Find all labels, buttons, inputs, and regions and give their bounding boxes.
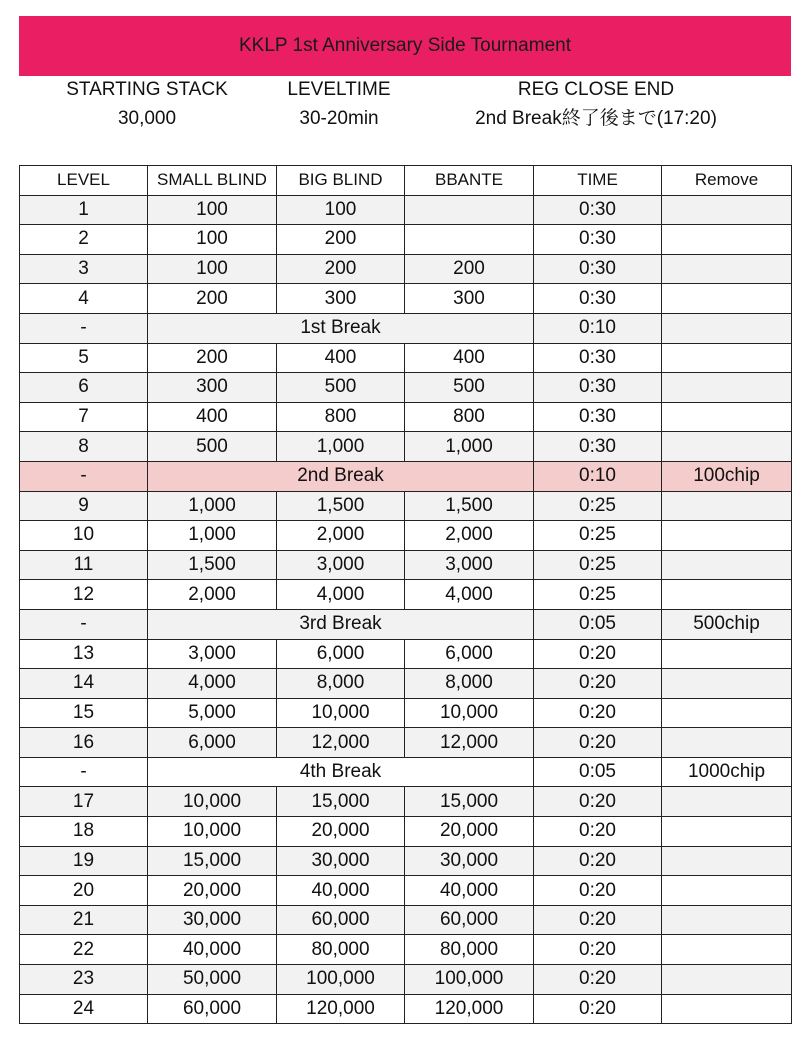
time-cell: 0:20	[534, 965, 662, 995]
small-blind-cell: 1,500	[148, 550, 277, 580]
break-row	[20, 757, 792, 787]
remove-cell	[662, 787, 792, 817]
level-cell: 2	[20, 225, 148, 255]
level-cell: 11	[20, 550, 148, 580]
level-cell: 3	[20, 254, 148, 284]
remove-cell	[662, 994, 792, 1024]
bbante-cell: 20,000	[405, 817, 534, 847]
column-header-big-blind: BIG BLIND	[277, 166, 405, 196]
bbante-cell: 1,000	[405, 432, 534, 462]
remove-cell: 100chip	[662, 461, 792, 491]
time-cell: 0:30	[534, 284, 662, 314]
remove-cell	[662, 402, 792, 432]
level-cell: 17	[20, 787, 148, 817]
small-blind-cell: 4,000	[148, 669, 277, 699]
table-row	[20, 876, 792, 906]
blind-structure-table	[19, 165, 792, 1024]
bbante-cell: 10,000	[405, 698, 534, 728]
bbante-cell: 12,000	[405, 728, 534, 758]
big-blind-cell: 12,000	[277, 728, 405, 758]
column-header-small-blind: SMALL BLIND	[148, 166, 277, 196]
small-blind-cell: 40,000	[148, 935, 277, 965]
remove-cell	[662, 935, 792, 965]
bbante-cell: 80,000	[405, 935, 534, 965]
level-cell: -	[20, 757, 148, 787]
big-blind-cell: 20,000	[277, 817, 405, 847]
time-cell: 0:30	[534, 225, 662, 255]
time-cell: 0:20	[534, 935, 662, 965]
small-blind-cell: 2,000	[148, 580, 277, 610]
remove-cell	[662, 343, 792, 373]
table-row	[20, 195, 792, 225]
level-cell: 15	[20, 698, 148, 728]
break-label-cell: 4th Break	[148, 757, 534, 787]
bbante-cell: 800	[405, 402, 534, 432]
big-blind-cell: 15,000	[277, 787, 405, 817]
remove-cell	[662, 521, 792, 551]
time-cell: 0:30	[534, 195, 662, 225]
big-blind-cell: 200	[277, 254, 405, 284]
remove-cell	[662, 846, 792, 876]
table-row	[20, 728, 792, 758]
level-cell: 4	[20, 284, 148, 314]
table-header-row	[20, 166, 792, 196]
table-row	[20, 343, 792, 373]
level-cell: 1	[20, 195, 148, 225]
reg-close-value: 2nd Break終了後まで(17:20)	[475, 108, 717, 129]
bbante-cell	[405, 225, 534, 255]
small-blind-cell: 10,000	[148, 787, 277, 817]
small-blind-cell: 20,000	[148, 876, 277, 906]
small-blind-cell: 1,000	[148, 491, 277, 521]
break-row	[20, 609, 792, 639]
level-cell: 20	[20, 876, 148, 906]
remove-cell	[662, 580, 792, 610]
big-blind-cell: 4,000	[277, 580, 405, 610]
small-blind-cell: 1,000	[148, 521, 277, 551]
small-blind-cell: 5,000	[148, 698, 277, 728]
time-cell: 0:30	[534, 343, 662, 373]
level-cell: 14	[20, 669, 148, 699]
table-row	[20, 373, 792, 403]
time-cell: 0:30	[534, 254, 662, 284]
big-blind-cell: 300	[277, 284, 405, 314]
small-blind-cell: 100	[148, 254, 277, 284]
bbante-cell: 200	[405, 254, 534, 284]
remove-cell	[662, 195, 792, 225]
remove-cell	[662, 225, 792, 255]
big-blind-cell: 200	[277, 225, 405, 255]
remove-cell	[662, 698, 792, 728]
remove-cell	[662, 491, 792, 521]
table-row	[20, 284, 792, 314]
level-cell: 19	[20, 846, 148, 876]
table-row	[20, 225, 792, 255]
column-header-level: LEVEL	[20, 166, 148, 196]
level-time-info	[264, 75, 414, 133]
bbante-cell: 30,000	[405, 846, 534, 876]
time-cell: 0:05	[534, 757, 662, 787]
table-row	[20, 905, 792, 935]
big-blind-cell: 1,500	[277, 491, 405, 521]
big-blind-cell: 30,000	[277, 846, 405, 876]
big-blind-cell: 6,000	[277, 639, 405, 669]
break-row	[20, 461, 792, 491]
small-blind-cell: 500	[148, 432, 277, 462]
time-cell: 0:20	[534, 639, 662, 669]
remove-cell	[662, 373, 792, 403]
remove-cell	[662, 432, 792, 462]
remove-cell	[662, 639, 792, 669]
level-cell: -	[20, 313, 148, 343]
level-cell: 6	[20, 373, 148, 403]
break-row	[20, 313, 792, 343]
bbante-cell: 1,500	[405, 491, 534, 521]
remove-cell: 500chip	[662, 609, 792, 639]
big-blind-cell: 8,000	[277, 669, 405, 699]
blind-rows	[20, 195, 792, 1024]
remove-cell	[662, 254, 792, 284]
big-blind-cell: 3,000	[277, 550, 405, 580]
table-row	[20, 432, 792, 462]
big-blind-cell: 80,000	[277, 935, 405, 965]
table-row	[20, 580, 792, 610]
big-blind-cell: 60,000	[277, 905, 405, 935]
big-blind-cell: 800	[277, 402, 405, 432]
remove-cell	[662, 313, 792, 343]
time-cell: 0:20	[534, 669, 662, 699]
bbante-cell: 2,000	[405, 521, 534, 551]
small-blind-cell: 200	[148, 343, 277, 373]
bbante-cell: 400	[405, 343, 534, 373]
big-blind-cell: 1,000	[277, 432, 405, 462]
bbante-cell: 300	[405, 284, 534, 314]
bbante-cell: 500	[405, 373, 534, 403]
break-label-cell: 2nd Break	[148, 461, 534, 491]
bbante-cell: 8,000	[405, 669, 534, 699]
bbante-cell: 100,000	[405, 965, 534, 995]
time-cell: 0:20	[534, 846, 662, 876]
column-header-remove: Remove	[662, 166, 792, 196]
remove-cell	[662, 550, 792, 580]
time-cell: 0:05	[534, 609, 662, 639]
time-cell: 0:25	[534, 521, 662, 551]
big-blind-cell: 500	[277, 373, 405, 403]
table-row	[20, 787, 792, 817]
time-cell: 0:20	[534, 817, 662, 847]
big-blind-cell: 100	[277, 195, 405, 225]
level-cell: 12	[20, 580, 148, 610]
time-cell: 0:20	[534, 994, 662, 1024]
small-blind-cell: 100	[148, 195, 277, 225]
time-cell: 0:10	[534, 461, 662, 491]
break-label-cell: 1st Break	[148, 313, 534, 343]
level-cell: 8	[20, 432, 148, 462]
time-cell: 0:25	[534, 550, 662, 580]
remove-cell: 1000chip	[662, 757, 792, 787]
table-row	[20, 639, 792, 669]
big-blind-cell: 40,000	[277, 876, 405, 906]
level-cell: 21	[20, 905, 148, 935]
remove-cell	[662, 728, 792, 758]
level-cell: 10	[20, 521, 148, 551]
column-header-time: TIME	[534, 166, 662, 196]
starting-stack-info	[47, 75, 247, 133]
starting-stack-label: STARTING STACK	[66, 79, 228, 100]
level-time-value: 30-20min	[299, 108, 379, 129]
starting-stack-value: 30,000	[117, 108, 177, 129]
time-cell: 0:20	[534, 876, 662, 906]
table-row	[20, 965, 792, 995]
bbante-cell: 15,000	[405, 787, 534, 817]
table-row	[20, 935, 792, 965]
table-row	[20, 669, 792, 699]
big-blind-cell: 400	[277, 343, 405, 373]
small-blind-cell: 200	[148, 284, 277, 314]
time-cell: 0:20	[534, 787, 662, 817]
time-cell: 0:20	[534, 728, 662, 758]
time-cell: 0:30	[534, 373, 662, 403]
level-cell: -	[20, 609, 148, 639]
small-blind-cell: 100	[148, 225, 277, 255]
small-blind-cell: 30,000	[148, 905, 277, 935]
reg-close-label: REG CLOSE END	[517, 79, 675, 100]
table-row	[20, 550, 792, 580]
big-blind-cell: 120,000	[277, 994, 405, 1024]
bbante-cell: 40,000	[405, 876, 534, 906]
remove-cell	[662, 669, 792, 699]
level-cell: -	[20, 461, 148, 491]
table-row	[20, 402, 792, 432]
time-cell: 0:30	[534, 402, 662, 432]
bbante-cell: 60,000	[405, 905, 534, 935]
tournament-title: KKLP 1st Anniversary Side Tournament	[239, 35, 571, 56]
table-row	[20, 846, 792, 876]
time-cell: 0:10	[534, 313, 662, 343]
bbante-cell: 4,000	[405, 580, 534, 610]
remove-cell	[662, 905, 792, 935]
table-row	[20, 254, 792, 284]
column-header-bbante: BBANTE	[405, 166, 534, 196]
small-blind-cell: 300	[148, 373, 277, 403]
remove-cell	[662, 965, 792, 995]
tournament-title-banner	[19, 16, 791, 76]
bbante-cell: 6,000	[405, 639, 534, 669]
time-cell: 0:20	[534, 905, 662, 935]
level-cell: 13	[20, 639, 148, 669]
level-cell: 24	[20, 994, 148, 1024]
table-row	[20, 698, 792, 728]
big-blind-cell: 2,000	[277, 521, 405, 551]
level-time-label: LEVELTIME	[287, 79, 391, 100]
table-row	[20, 521, 792, 551]
bbante-cell: 3,000	[405, 550, 534, 580]
small-blind-cell: 3,000	[148, 639, 277, 669]
bbante-cell	[405, 195, 534, 225]
bbante-cell: 120,000	[405, 994, 534, 1024]
remove-cell	[662, 876, 792, 906]
small-blind-cell: 15,000	[148, 846, 277, 876]
level-cell: 16	[20, 728, 148, 758]
break-label-cell: 3rd Break	[148, 609, 534, 639]
remove-cell	[662, 817, 792, 847]
big-blind-cell: 10,000	[277, 698, 405, 728]
big-blind-cell: 100,000	[277, 965, 405, 995]
table-row	[20, 994, 792, 1024]
small-blind-cell: 6,000	[148, 728, 277, 758]
level-cell: 5	[20, 343, 148, 373]
time-cell: 0:20	[534, 698, 662, 728]
level-cell: 9	[20, 491, 148, 521]
level-cell: 22	[20, 935, 148, 965]
remove-cell	[662, 284, 792, 314]
time-cell: 0:30	[534, 432, 662, 462]
table-row	[20, 817, 792, 847]
time-cell: 0:25	[534, 491, 662, 521]
time-cell: 0:25	[534, 580, 662, 610]
small-blind-cell: 50,000	[148, 965, 277, 995]
level-cell: 18	[20, 817, 148, 847]
small-blind-cell: 60,000	[148, 994, 277, 1024]
table-row	[20, 491, 792, 521]
level-cell: 7	[20, 402, 148, 432]
small-blind-cell: 10,000	[148, 817, 277, 847]
small-blind-cell: 400	[148, 402, 277, 432]
level-cell: 23	[20, 965, 148, 995]
reg-close-info	[440, 75, 752, 133]
